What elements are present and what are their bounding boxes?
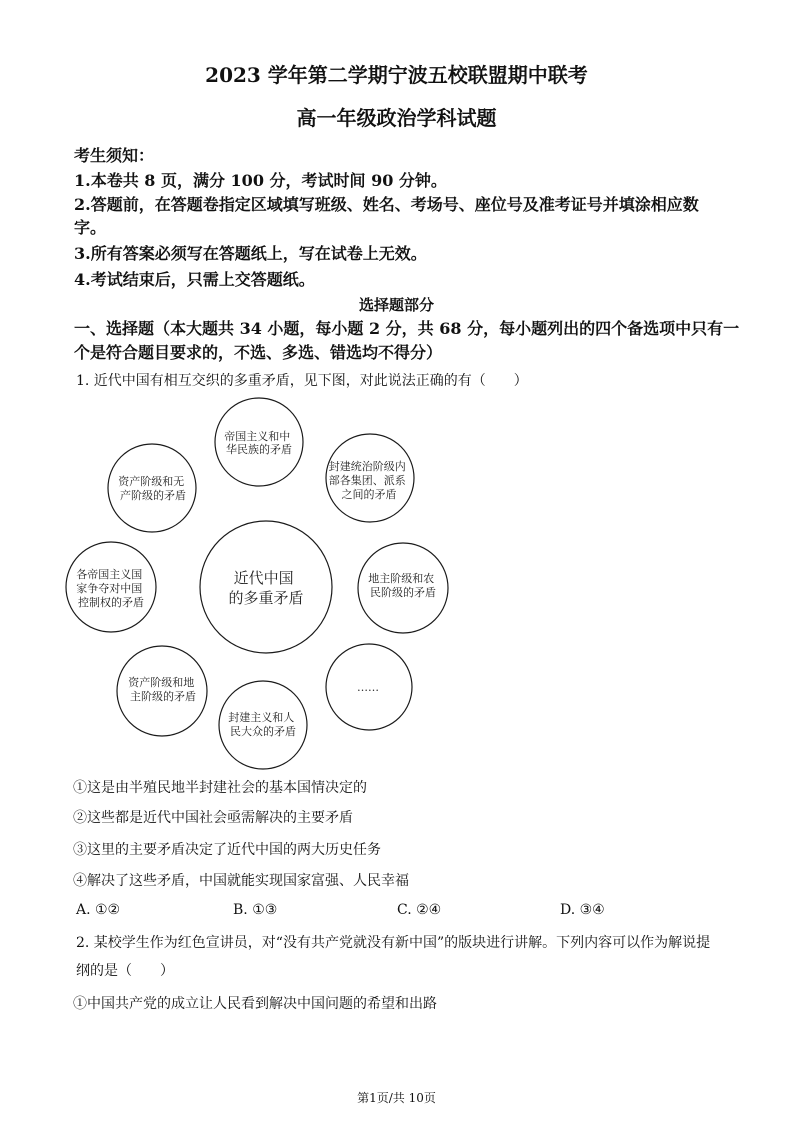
- notice-item-1: 1.本卷共 8 页，满分 100 分，考试时间 90 分钟。: [74, 171, 447, 190]
- node-line: 民阶级的矛盾: [370, 586, 436, 599]
- node-line: 华民族的矛盾: [226, 443, 292, 456]
- notice-item-3: 3.所有答案必须写在答题纸上，写在试卷上无效。: [74, 244, 427, 263]
- node-line: 资产阶级和地: [128, 676, 195, 689]
- node-label: [224, 429, 294, 456]
- center-node-circle: [200, 521, 332, 653]
- section-instruction-line-2: 个是符合题目要求的，不选、多选、错选均不得分）: [74, 343, 443, 362]
- notice-item-4: 4.考试结束后，只需上交答题纸。: [74, 270, 315, 289]
- node-line: 地主阶级和农: [368, 572, 435, 585]
- node-bourgeoisie-proletariat: [108, 444, 196, 532]
- question-2-statement-1: ①中国共产党的成立让人民看到解决中国问题的希望和出路: [73, 996, 437, 1012]
- question-2-stem-line-2: 纲的是（ ）: [76, 963, 174, 979]
- question-1-choice-a: A. ①②: [76, 902, 121, 918]
- question-1-choice-c: C. ②④: [397, 902, 442, 918]
- question-1-statement-2: ②这些都是近代中国社会亟需解决的主要矛盾: [73, 810, 353, 826]
- section-title: 选择题部分: [358, 296, 434, 314]
- question-2-stem-line-1: 2. 某校学生作为红色宣讲员，对“没有共产党就没有新中国”的版块进行讲解。下列内容可以作为解说提: [76, 935, 711, 951]
- node-line: 产阶级的矛盾: [120, 489, 186, 502]
- notice-item-2-line-2: 字。: [74, 218, 107, 237]
- node-line: 控制权的矛盾: [78, 596, 144, 609]
- node-imperialist-rivalry: [66, 542, 156, 632]
- node-line: 民大众的矛盾: [230, 725, 296, 738]
- exam-subtitle: 高一年级政治学科试题: [296, 106, 497, 130]
- node-line: 主阶级的矛盾: [130, 690, 196, 703]
- node-line: 部各集团、派系: [328, 474, 406, 487]
- notice-item-2-line-1: 2.答题前，在答题卷指定区域填写班级、姓名、考场号、座位号及准考证号并填涂相应数: [74, 195, 699, 214]
- node-label: [76, 567, 146, 609]
- node-line: 封建统治阶级内: [328, 460, 406, 473]
- node-line: 资产阶级和无: [118, 475, 185, 488]
- contradictions-diagram: [0, 390, 793, 780]
- node-line: 之间的矛盾: [341, 488, 397, 501]
- notice-heading: 考生须知：: [74, 146, 155, 165]
- center-node-line: 近代中国: [233, 569, 294, 587]
- node-landlord-peasant: [358, 543, 448, 633]
- node-feudalism-people: [219, 681, 307, 769]
- node-feudal-factions: [326, 434, 414, 522]
- node-line: 家争夺对中国: [76, 582, 143, 595]
- node-label: [357, 681, 379, 694]
- node-line: 帝国主义和中: [224, 430, 291, 443]
- exam-title: 2023 学年第二学期宁波五校联盟期中联考: [205, 63, 588, 87]
- node-circle: [108, 444, 196, 532]
- question-1-choice-d: D. ③④: [560, 902, 605, 918]
- node-imperialism-nation: [215, 398, 303, 486]
- node-bourgeoisie-landlord: [117, 646, 207, 736]
- question-1-statement-3: ③这里的主要矛盾决定了近代中国的两大历史任务: [73, 842, 381, 858]
- question-1-stem: 1. 近代中国有相互交织的多重矛盾，见下图，对此说法正确的有（ ）: [76, 373, 528, 389]
- center-node: [200, 521, 332, 653]
- node-line: ……: [357, 681, 379, 694]
- center-node-line: 的多重矛盾: [228, 589, 304, 607]
- node-ellipsis: [326, 644, 412, 730]
- question-1-statement-1: ①这是由半殖民地半封建社会的基本国情决定的: [73, 780, 367, 796]
- question-1-choice-b: B. ①③: [233, 902, 278, 918]
- node-line: 封建主义和人: [228, 711, 295, 724]
- node-line: 各帝国主义国: [76, 568, 143, 581]
- page-number: 第1页/共 10页: [357, 1091, 436, 1105]
- question-1-statement-4: ④解决了这些矛盾，中国就能实现国家富强、人民幸福: [73, 873, 409, 889]
- section-instruction-line-1: 一、选择题（本大题共 34 小题，每小题 2 分，共 68 分，每小题列出的四个备选项中只有一: [74, 319, 740, 338]
